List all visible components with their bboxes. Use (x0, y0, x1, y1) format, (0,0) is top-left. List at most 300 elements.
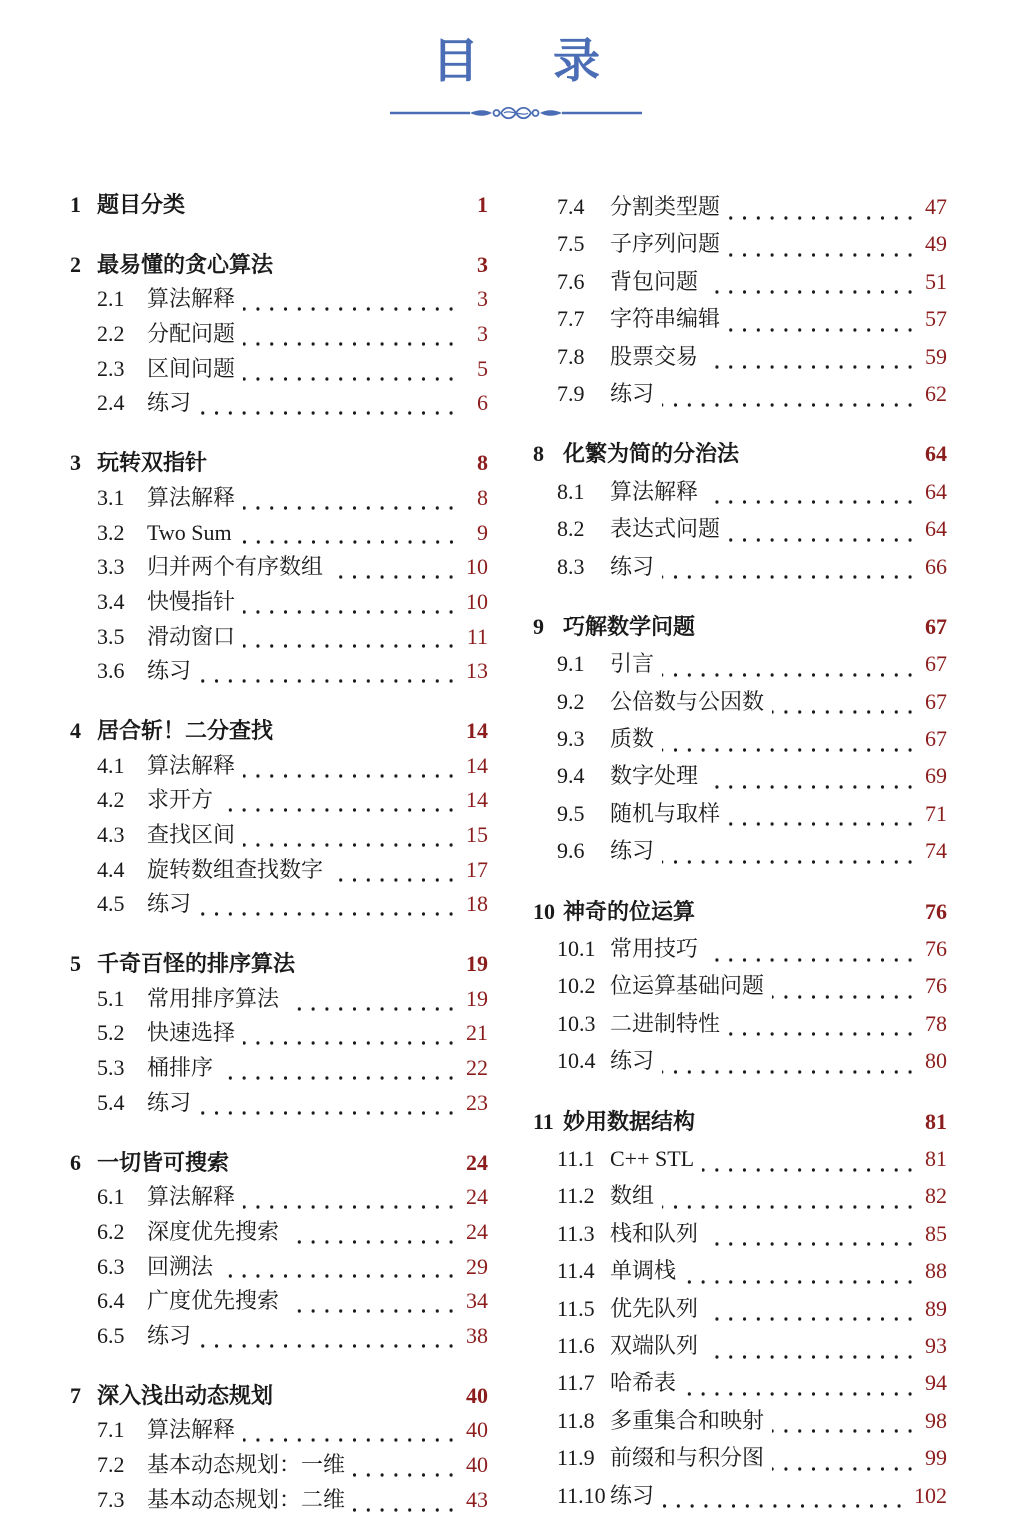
entry-title: 单调栈 (610, 1258, 677, 1284)
toc-entry-6.1[interactable] (70, 1180, 488, 1215)
entry-number: 8.2 (557, 516, 585, 542)
toc-entry-11.7[interactable] (533, 1364, 947, 1401)
entry-page: 5 (477, 355, 488, 381)
entry-number: 7.7 (557, 306, 585, 332)
dot-leader (243, 818, 456, 853)
entry-title: 二进制特性 (610, 1010, 721, 1036)
toc-entry-8.3[interactable] (533, 548, 947, 585)
toc-entry-6.2[interactable] (70, 1215, 488, 1250)
toc-entry-10[interactable] (533, 893, 947, 930)
entry-number: 5 (70, 951, 81, 977)
title-divider-ornament (390, 101, 642, 125)
entry-title: 优先队列 (610, 1295, 699, 1321)
toc-entry-5.2[interactable] (70, 1016, 488, 1051)
dot-leader (243, 1413, 456, 1448)
entry-number: 3 (70, 450, 81, 476)
entry-number: 1 (70, 192, 81, 217)
toc-entry-9.5[interactable] (533, 795, 947, 832)
toc-entry-1[interactable] (70, 188, 488, 223)
entry-number: 5.4 (97, 1089, 125, 1115)
entry-page: 1 (477, 192, 488, 217)
toc-entry-6.3[interactable] (70, 1250, 488, 1285)
entry-number: 9.6 (557, 838, 585, 864)
entry-page: 19 (466, 951, 488, 977)
toc-entry-7.6[interactable] (533, 263, 947, 300)
entry-number: 11.6 (557, 1332, 595, 1358)
dot-leader (728, 1005, 915, 1042)
dot-leader (287, 982, 456, 1017)
entry-page: 14 (466, 717, 488, 743)
toc-entry-3[interactable] (70, 446, 488, 481)
dot-leader (772, 1439, 915, 1476)
entry-page: 89 (925, 1295, 947, 1321)
entry-page: 85 (925, 1220, 947, 1246)
toc-entry-11.10[interactable] (533, 1477, 947, 1514)
entry-page: 57 (925, 306, 947, 332)
entry-number: 5.3 (97, 1055, 125, 1081)
entry-page: 10 (466, 588, 488, 614)
entry-number: 9 (533, 613, 544, 639)
entry-page: 67 (925, 688, 947, 714)
entry-page: 8 (477, 450, 488, 476)
dot-leader (331, 550, 456, 585)
dot-leader (353, 1448, 456, 1483)
toc-entry-7.9[interactable] (533, 375, 947, 412)
entry-page: 99 (925, 1445, 947, 1471)
toc-entry-2.4[interactable] (70, 386, 488, 421)
page-title (0, 34, 1032, 90)
toc-entry-3.4[interactable] (70, 585, 488, 620)
toc-entry-9.3[interactable] (533, 720, 947, 757)
toc-entry-4[interactable] (70, 714, 488, 749)
entry-page: 76 (925, 973, 947, 999)
dot-leader (772, 967, 915, 1004)
entry-number: 7.1 (97, 1417, 125, 1443)
toc-entry-2[interactable] (70, 248, 488, 283)
entry-title: 广度优先搜索 (147, 1288, 280, 1314)
dot-leader (281, 714, 456, 749)
entry-title: 练习 (610, 553, 655, 579)
entry-number: 8 (533, 441, 544, 467)
entry-title: 质数 (610, 726, 655, 752)
dot-leader (747, 435, 915, 472)
entry-page: 22 (466, 1055, 488, 1081)
entry-page: 49 (925, 231, 947, 257)
entry-title: 公倍数与公因数 (610, 688, 765, 714)
dot-leader (281, 1379, 456, 1414)
toc-entry-11.2[interactable] (533, 1177, 947, 1214)
entry-title: 题目分类 (97, 192, 186, 217)
ornament-rule-icon (390, 101, 642, 125)
toc-entry-7.1[interactable] (70, 1413, 488, 1448)
entry-title: 快慢指针 (147, 588, 236, 614)
dot-leader (662, 1477, 904, 1514)
entry-number: 6.1 (97, 1184, 125, 1210)
entry-number: 11.10 (557, 1482, 606, 1508)
entry-page: 40 (466, 1452, 488, 1477)
entry-page: 13 (466, 658, 488, 684)
dot-leader (728, 300, 915, 337)
entry-page: 40 (466, 1417, 488, 1443)
dot-leader (243, 1180, 456, 1215)
toc-entry-10.3[interactable] (533, 1005, 947, 1042)
toc-entry-3.2[interactable] (70, 516, 488, 551)
entry-title: 分割类型题 (610, 194, 721, 219)
entry-number: 7.8 (557, 343, 585, 369)
entry-number: 4.5 (97, 891, 125, 917)
dot-leader (662, 375, 915, 412)
entry-number: 9.5 (557, 800, 585, 826)
entry-number: 6.5 (97, 1322, 125, 1348)
toc-entry-7.3[interactable] (70, 1483, 488, 1518)
toc-entry-7.7[interactable] (533, 300, 947, 337)
entry-page: 10 (466, 554, 488, 580)
entry-number: 10.4 (557, 1048, 596, 1074)
toc-entry-2.1[interactable] (70, 282, 488, 317)
toc-entry-5.4[interactable] (70, 1086, 488, 1121)
toc-entry-8[interactable] (533, 435, 947, 472)
entry-number: 4.4 (97, 856, 125, 882)
dot-leader (221, 1250, 456, 1285)
entry-title: 桶排序 (147, 1055, 214, 1081)
toc-entry-4.4[interactable] (70, 853, 488, 888)
dot-leader (287, 1215, 456, 1250)
entry-page: 93 (925, 1332, 947, 1358)
entry-page: 14 (466, 787, 488, 813)
toc-entry-4.5[interactable] (70, 887, 488, 922)
toc-entry-6.5[interactable] (70, 1319, 488, 1354)
toc-entry-10.2[interactable] (533, 967, 947, 1004)
dot-leader (243, 585, 456, 620)
dot-leader (193, 188, 456, 223)
entry-title: 基本动态规划：一维 (147, 1452, 346, 1477)
entry-number: 3.6 (97, 658, 125, 684)
entry-title: 常用技巧 (610, 936, 699, 962)
toc-entry-6.4[interactable] (70, 1284, 488, 1319)
entry-title: 常用排序算法 (147, 985, 280, 1011)
toc-entry-10.4[interactable] (533, 1042, 947, 1079)
toc-entry-11[interactable] (533, 1103, 947, 1140)
toc-entry-7[interactable] (70, 1379, 488, 1414)
entry-title: 位运算基础问题 (610, 973, 765, 999)
entry-title: 多重集合和映射 (610, 1407, 765, 1433)
entry-page: 81 (925, 1108, 947, 1134)
entry-number: 8.3 (557, 553, 585, 579)
entry-number: 11.7 (557, 1370, 595, 1396)
entry-page: 64 (925, 478, 947, 504)
entry-number: 2.4 (97, 390, 125, 416)
dot-leader (728, 188, 915, 225)
entry-page: 47 (925, 194, 947, 219)
entry-title: 哈希表 (610, 1370, 677, 1396)
dot-leader (728, 225, 915, 262)
entry-number: 3.2 (97, 519, 125, 545)
entry-number: 4.3 (97, 822, 125, 847)
toc-entry-3.5[interactable] (70, 620, 488, 655)
toc-entry-9.2[interactable] (533, 683, 947, 720)
toc-entry-9.6[interactable] (533, 832, 947, 869)
entry-title: 背包问题 (610, 268, 699, 294)
entry-title: 玩转双指针 (97, 450, 208, 476)
entry-title: 一切皆可搜索 (97, 1149, 230, 1175)
entry-page: 94 (925, 1370, 947, 1396)
entry-number: 3.3 (97, 554, 125, 580)
dot-leader (706, 930, 915, 967)
dot-leader (772, 1402, 915, 1439)
dot-leader (199, 386, 456, 421)
entry-page: 64 (925, 516, 947, 542)
dot-leader (684, 1252, 915, 1289)
entry-page: 19 (466, 985, 488, 1011)
entry-title: 查找区间 (147, 822, 236, 847)
dot-leader (240, 516, 456, 551)
entry-number: 7.9 (557, 380, 585, 406)
entry-page: 6 (477, 390, 488, 416)
entry-number: 4.2 (97, 787, 125, 813)
entry-page: 67 (925, 613, 947, 639)
toc-entry-11.3[interactable] (533, 1215, 947, 1252)
entry-page: 102 (914, 1482, 947, 1508)
entry-title: 分配问题 (147, 321, 236, 347)
entry-number: 3.5 (97, 623, 125, 649)
entry-title: 股票交易 (610, 343, 699, 369)
toc-entry-11.1[interactable] (533, 1140, 947, 1177)
entry-page: 64 (925, 441, 947, 467)
entry-title: 归并两个有序数组 (147, 554, 324, 580)
entry-title: 求开方 (147, 787, 214, 813)
entry-page: 11 (466, 623, 488, 649)
dot-leader (703, 893, 915, 930)
entry-number: 9.3 (557, 726, 585, 752)
entry-page: 62 (925, 380, 947, 406)
entry-title: 表达式问题 (610, 516, 721, 542)
toc-entry-7.5[interactable] (533, 225, 947, 262)
toc-entry-2.2[interactable] (70, 317, 488, 352)
dot-leader (662, 645, 915, 682)
toc-entry-11.5[interactable] (533, 1290, 947, 1327)
entry-page: 38 (466, 1322, 488, 1348)
entry-title: 区间问题 (147, 355, 236, 381)
entry-page: 69 (925, 763, 947, 789)
entry-title: 随机与取样 (610, 800, 721, 826)
entry-number: 11.5 (557, 1295, 595, 1321)
toc-entry-5.1[interactable] (70, 982, 488, 1017)
entry-title: 引言 (610, 651, 655, 677)
entry-number: 8.1 (557, 478, 585, 504)
entry-number: 11.3 (557, 1220, 595, 1246)
entry-number: 7.5 (557, 231, 585, 257)
entry-page: 34 (466, 1288, 488, 1314)
entry-number: 9.1 (557, 651, 585, 677)
entry-title: 练习 (610, 1482, 655, 1508)
toc-entry-11.4[interactable] (533, 1252, 947, 1289)
entry-page: 3 (477, 321, 488, 347)
page-title-char-2: 录 (553, 36, 600, 88)
entry-title: 练习 (147, 891, 192, 917)
entry-number: 2.3 (97, 355, 125, 381)
dot-leader (684, 1364, 915, 1401)
entry-page: 59 (925, 343, 947, 369)
dot-leader (243, 317, 456, 352)
entry-title: 算法解释 (147, 1184, 236, 1210)
entry-page: 51 (925, 268, 947, 294)
entry-page: 23 (466, 1089, 488, 1115)
dot-leader (706, 473, 915, 510)
entry-page: 66 (925, 553, 947, 579)
entry-title: 神奇的位运算 (563, 898, 696, 924)
entry-page: 67 (925, 651, 947, 677)
dot-leader (703, 1103, 915, 1140)
dot-leader (243, 1016, 456, 1051)
entry-number: 5.1 (97, 985, 125, 1011)
toc-entry-4.2[interactable] (70, 783, 488, 818)
entry-title: 前缀和与积分图 (610, 1445, 765, 1471)
entry-number: 11 (533, 1108, 554, 1134)
entry-page: 18 (466, 891, 488, 917)
toc-entry-9.1[interactable] (533, 645, 947, 682)
dot-leader (728, 795, 915, 832)
entry-page: 43 (466, 1486, 488, 1512)
entry-number: 9.4 (557, 763, 585, 789)
dot-leader (303, 947, 456, 982)
entry-page: 14 (466, 752, 488, 778)
entry-number: 11.9 (557, 1445, 595, 1471)
dot-leader (199, 887, 456, 922)
entry-page: 24 (466, 1218, 488, 1244)
entry-title: 练习 (147, 1089, 192, 1115)
entry-number: 10.3 (557, 1010, 596, 1036)
toc-entry-8.1[interactable] (533, 473, 947, 510)
toc-entry-6[interactable] (70, 1146, 488, 1181)
toc-entry-3.1[interactable] (70, 481, 488, 516)
entry-title: 千奇百怪的排序算法 (97, 951, 296, 977)
entry-number: 7.3 (97, 1486, 125, 1512)
entry-title: 算法解释 (147, 484, 236, 510)
entry-number: 2 (70, 251, 81, 277)
entry-title: 深度优先搜索 (147, 1218, 280, 1244)
toc-entry-3.6[interactable] (70, 654, 488, 689)
entry-title: 数字处理 (610, 763, 699, 789)
entry-title: 基本动态规划：二维 (147, 1486, 346, 1512)
entry-title: 练习 (147, 1322, 192, 1348)
toc-entry-8.2[interactable] (533, 510, 947, 547)
entry-page: 8 (477, 484, 488, 510)
entry-title: 回溯法 (147, 1253, 214, 1279)
entry-title: 练习 (610, 838, 655, 864)
entry-page: 40 (466, 1382, 488, 1408)
dot-leader (243, 282, 456, 317)
toc-entry-11.9[interactable] (533, 1439, 947, 1476)
toc-entry-2.3[interactable] (70, 352, 488, 387)
entry-title: C++ STL (610, 1145, 695, 1171)
dot-leader (706, 757, 915, 794)
entry-title: 练习 (610, 380, 655, 406)
entry-page: 29 (466, 1253, 488, 1279)
toc-entry-5[interactable] (70, 947, 488, 982)
entry-number: 5.2 (97, 1020, 125, 1046)
entry-number: 11.1 (557, 1145, 595, 1171)
toc-entry-9.4[interactable] (533, 757, 947, 794)
entry-number: 3.4 (97, 588, 125, 614)
dot-leader (662, 832, 915, 869)
entry-title: 旋转数组查找数字 (147, 856, 324, 882)
toc-entry-7.4[interactable] (533, 188, 947, 225)
dot-leader (662, 720, 915, 757)
toc-entry-7.8[interactable] (533, 338, 947, 375)
dot-leader (221, 783, 456, 818)
entry-title: 化繁为简的分治法 (563, 441, 740, 467)
entry-page: 76 (925, 898, 947, 924)
entry-title: Two Sum (147, 519, 232, 545)
entry-number: 2.1 (97, 286, 125, 312)
entry-number: 4.1 (97, 752, 125, 778)
entry-page: 78 (925, 1010, 947, 1036)
entry-page: 9 (477, 519, 488, 545)
dot-leader (702, 1140, 915, 1177)
toc-column-left (70, 188, 488, 1517)
entry-title: 妙用数据结构 (563, 1108, 696, 1134)
toc-entry-3.3[interactable] (70, 550, 488, 585)
entry-number: 7 (70, 1382, 81, 1408)
dot-leader (221, 1051, 456, 1086)
entry-page: 71 (925, 800, 947, 826)
entry-number: 7.4 (557, 194, 585, 219)
entry-title: 滑动窗口 (147, 623, 236, 649)
entry-title: 练习 (610, 1048, 655, 1074)
dot-leader (706, 263, 915, 300)
entry-page: 81 (925, 1145, 947, 1171)
entry-number: 3.1 (97, 484, 125, 510)
dot-leader (728, 510, 915, 547)
dot-leader (706, 1215, 915, 1252)
toc-entry-4.1[interactable] (70, 749, 488, 784)
entry-number: 11.4 (557, 1258, 595, 1284)
entry-title: 算法解释 (147, 752, 236, 778)
entry-page: 21 (466, 1020, 488, 1046)
toc-entry-5.3[interactable] (70, 1051, 488, 1086)
entry-title: 算法解释 (610, 478, 699, 504)
entry-title: 双端队列 (610, 1332, 699, 1358)
toc-entry-4.3[interactable] (70, 818, 488, 853)
entry-page: 76 (925, 936, 947, 962)
toc-entry-11.8[interactable] (533, 1402, 947, 1439)
entry-page: 15 (466, 822, 488, 847)
entry-page: 3 (477, 286, 488, 312)
entry-page: 74 (925, 838, 947, 864)
entry-number: 6.3 (97, 1253, 125, 1279)
toc-entry-11.6[interactable] (533, 1327, 947, 1364)
entry-number: 10.1 (557, 936, 596, 962)
toc-entry-7.2[interactable] (70, 1448, 488, 1483)
entry-number: 10.2 (557, 973, 596, 999)
dot-leader (215, 446, 456, 481)
entry-number: 6 (70, 1149, 81, 1175)
entry-title: 算法解释 (147, 1417, 236, 1443)
dot-leader (237, 1146, 456, 1181)
entry-title: 巧解数学问题 (563, 613, 696, 639)
toc-entry-9[interactable] (533, 608, 947, 645)
entry-page: 24 (466, 1149, 488, 1175)
entry-page: 88 (925, 1258, 947, 1284)
dot-leader (703, 608, 915, 645)
dot-leader (772, 683, 915, 720)
entry-title: 居合斩！二分查找 (97, 717, 274, 743)
dot-leader (706, 1290, 915, 1327)
entry-page: 67 (925, 726, 947, 752)
dot-leader (243, 749, 456, 784)
entry-number: 7.2 (97, 1452, 125, 1477)
toc-entry-10.1[interactable] (533, 930, 947, 967)
